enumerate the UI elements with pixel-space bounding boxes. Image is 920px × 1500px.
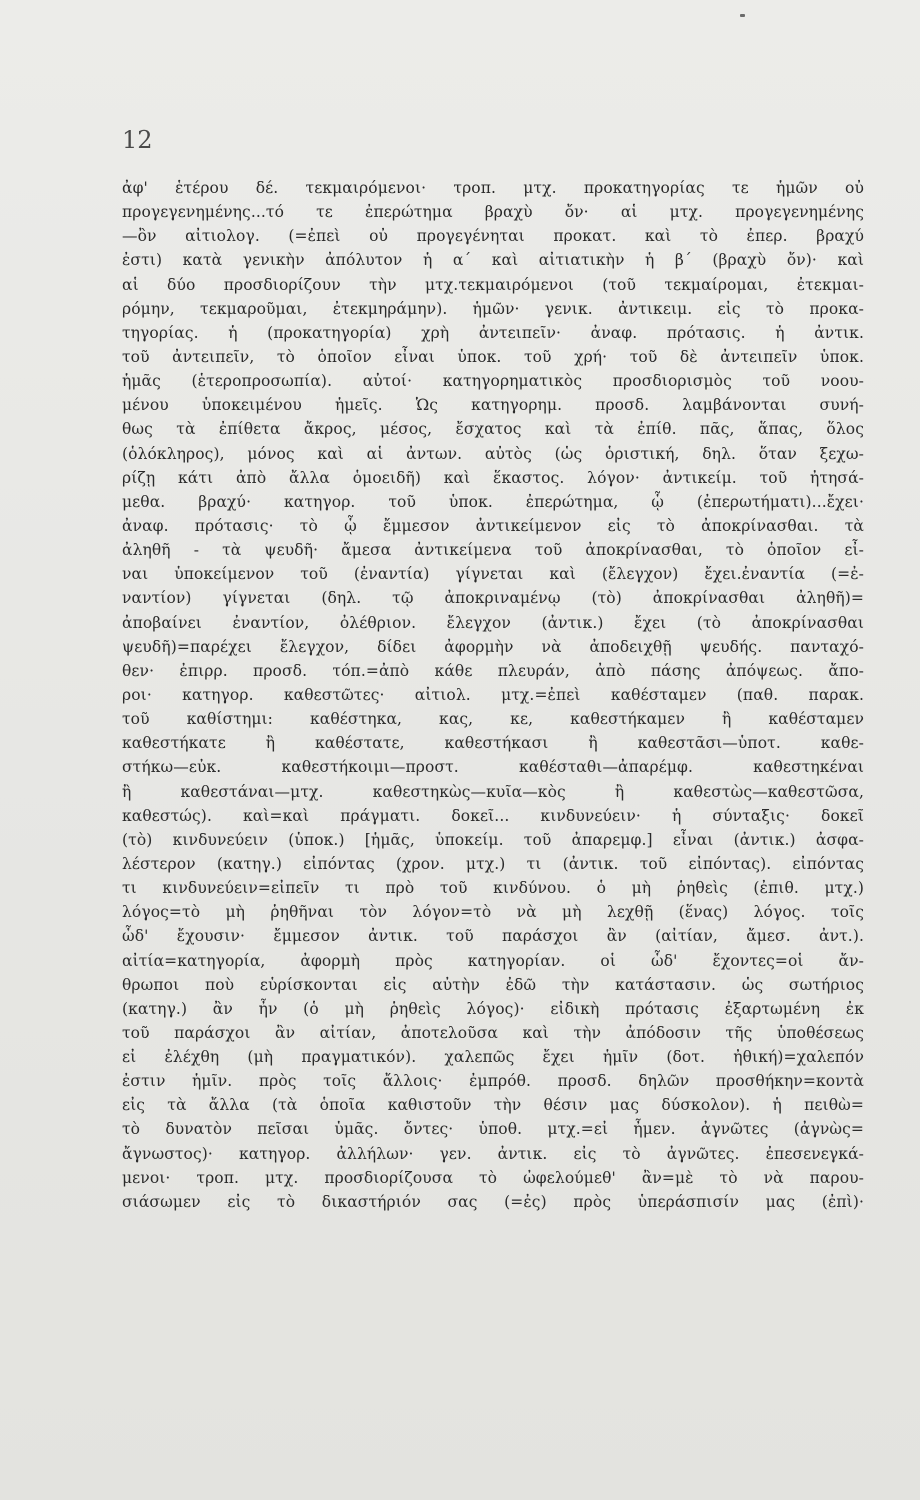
text-line: (κατηγ.) ἂν ἦν (ὁ μὴ ῥηθεὶς λόγος)· εἰδικὴ πρότασις ἐξαρτωμένη ἐκ	[122, 999, 864, 1018]
text-line: ἐστιν ἡμῖν. πρὸς τοῖς ἄλλοις· ἐμπρόθ. προσδ. δηλῶν προσθήκην=κοντὰ	[122, 1072, 864, 1091]
commentary-text	[122, 176, 864, 1214]
text-line: καθεστήκατε ἢ καθέστατε, καθεστήκασι ἢ καθεστᾶσι—ὑποτ. καθε-	[122, 734, 864, 753]
text-line: μενοι· τροπ. μτχ. προσδιορίζουσα τὸ ὠφελούμεθ' ἂν=μὲ τὸ νὰ παρου-	[122, 1168, 864, 1187]
text-line: τοῦ καθίστημι: καθέστηκα, κας, κε, καθεστήκαμεν ἢ καθέσταμεν	[122, 710, 864, 729]
text-line: τὸ δυνατὸν πεῖσαι ὑμᾶς. ὄντες· ὑποθ. μτχ.=εἰ ἦμεν. ἀγνῶτες (ἀγνὼς=	[122, 1120, 864, 1139]
text-line: ἐστι) κατὰ γενικὴν ἀπόλυτον ἡ α΄ καὶ αἰτιατικὴν ἡ β΄ (βραχὺ ὄν)· καὶ	[122, 251, 864, 270]
text-line: τηγορίας. ἡ (προκατηγορία) χρὴ ἀντειπεῖν· ἀναφ. πρότασις. ἡ ἀντικ.	[122, 323, 864, 342]
text-line: αἰτία=κατηγορία, ἀφορμὴ πρὸς κατηγορίαν. οἱ ὧδ' ἔχοντες=οἱ ἄν-	[122, 951, 864, 970]
text-line: μένου ὑποκειμένου ἡμεῖς. Ὡς κατηγορημ. προσδ. λαμβάνονται συνή-	[122, 396, 864, 415]
text-line: μεθα. βραχύ· κατηγορ. τοῦ ὑποκ. ἐπερώτημα, ᾧ (ἐπερωτήματι)...ἔχει·	[122, 492, 864, 511]
text-line: καθεστώς). καὶ=καὶ πράγματι. δοκεῖ... κινδυνεύειν· ἡ σύνταξις· δοκεῖ	[122, 806, 864, 825]
text-line: ὧδ' ἔχουσιν· ἔμμεσον ἀντικ. τοῦ παράσχοι ἂν (αἰτίαν, ἄμεσ. ἀντ.).	[122, 927, 864, 946]
text-line: ἀποβαίνει ἐναντίον, ὀλέθριον. ἔλεγχον (ἀντικ.) ἔχει (τὸ ἀποκρίνασθαι	[122, 613, 864, 632]
text-line: (τὸ) κινδυνεύειν (ὑποκ.) [ἡμᾶς, ὑποκείμ. τοῦ ἀπαρεμφ.] εἶναι (ἀντικ.) ἀσφα-	[122, 830, 864, 849]
text-line: ἢ καθεστάναι—μτχ. καθεστηκὼς—κυῖα—κὸς ἢ καθεστὼς—καθεστῶσα,	[122, 782, 864, 801]
text-line: ἄγνωστος)· κατηγορ. ἀλλήλων· γεν. ἀντικ. εἰς τὸ ἀγνῶτες. ἐπεσενεγκά-	[122, 1144, 864, 1163]
text-line: ἡμᾶς (ἑτεροπροσωπία). αὐτοί· κατηγορηματικὸς προσδιορισμὸς τοῦ νοου-	[122, 372, 864, 391]
text-line: τοῦ παράσχοι ἂν αἰτίαν, ἀποτελοῦσα καὶ τὴν ἀπόδοσιν τῆς ὑποθέσεως	[122, 1023, 864, 1042]
ink-mark	[740, 14, 745, 17]
text-line: ροι· κατηγορ. καθεστῶτες· αἰτιολ. μτχ.=ἐπεὶ καθέσταμεν (παθ. παρακ.	[122, 685, 864, 704]
text-line: τι κινδυνεύειν=εἰπεῖν τι πρὸ τοῦ κινδύνου. ὁ μὴ ῥηθεὶς (ἐπιθ. μτχ.)	[122, 879, 864, 898]
text-line: θρωποι ποὺ εὑρίσκονται εἰς αὐτὴν ἐδῶ τὴν κατάστασιν. ὡς σωτήριος	[122, 975, 864, 994]
text-line: ἀληθῆ - τὰ ψευδῆ· ἄμεσα ἀντικείμενα τοῦ ἀποκρίνασθαι, τὸ ὁποῖον εἶ-	[122, 541, 864, 560]
text-line: λέστερον (κατηγ.) εἰπόντας (χρον. μτχ.) τι (ἀντικ. τοῦ εἰπόντας). εἰπόντας	[122, 854, 864, 873]
text-line: στήκω—εὐκ. καθεστήκοιμι—προστ. καθέσταθι—ἀπαρέμφ. καθεστηκέναι	[122, 758, 864, 777]
text-line: εἰς τὰ ἄλλα (τὰ ὁποῖα καθιστοῦν τὴν θέσιν μας δύσκολον). ἡ πειθὼ=	[122, 1096, 864, 1115]
text-line: ρίζῃ κάτι ἀπὸ ἄλλα ὁμοειδῆ) καὶ ἕκαστος. λόγον· ἀντικείμ. τοῦ ἠτησά-	[122, 468, 864, 487]
text-line: —ὂν αἰτιολογ. (=ἐπεὶ οὐ προγεγένηται προκατ. καὶ τὸ ἐπερ. βραχύ	[122, 227, 864, 246]
text-line: λόγος=τὸ μὴ ῥηθῆναι τὸν λόγον=τὸ νὰ μὴ λεχθῇ (ἕνας) λόγος. τοῖς	[122, 903, 864, 922]
text-line: τοῦ ἀντειπεῖν, τὸ ὁποῖον εἶναι ὑποκ. τοῦ χρή· τοῦ δὲ ἀντειπεῖν ὑποκ.	[122, 347, 864, 366]
text-line: ἀναφ. πρότασις· τὸ ᾧ ἔμμεσον ἀντικείμενον εἰς τὸ ἀποκρίνασθαι. τὰ	[122, 516, 864, 535]
text-line: αἱ δύο προσδιορίζουν τὴν μτχ.τεκμαιρόμενοι (τοῦ τεκμαίρομαι, ἐτεκμαι-	[122, 275, 864, 294]
text-line: θεν· ἐπιρρ. προσδ. τόπ.=ἀπὸ κάθε πλευράν, ἀπὸ πάσης ἀπόψεως. ἄπο-	[122, 661, 864, 680]
text-line: προγεγενημένης...τό τε ἐπερώτημα βραχὺ ὄν· αἱ μτχ. προγεγενημένης	[122, 203, 864, 222]
text-line: εἰ ἐλέχθη (μὴ πραγματικόν). χαλεπῶς ἔχει ἡμῖν (δοτ. ἠθική)=χαλεπόν	[122, 1048, 864, 1067]
text-line: ψευδῆ)=παρέχει ἔλεγχον, δίδει ἀφορμὴν νὰ ἀποδειχθῇ ψευδής. πανταχό-	[122, 637, 864, 656]
page-number: 12	[122, 126, 153, 154]
text-line: σιάσωμεν εἰς τὸ δικαστήριόν σας (=ἐς) πρὸς ὑπεράσπισίν μας (ἐπὶ)·	[122, 1192, 864, 1211]
text-line: ἀφ' ἑτέρου δέ. τεκμαιρόμενοι· τροπ. μτχ. προκατηγορίας τε ἡμῶν οὐ	[122, 179, 864, 197]
text-line: ναι ὑποκείμενον τοῦ (ἐναντία) γίγνεται καὶ (ἔλεγχον) ἔχει.ἐναντία (=ἐ-	[122, 565, 864, 584]
text-line: ρόμην, τεκμαροῦμαι, ἐτεκμηράμην). ἡμῶν· γενικ. ἀντικειμ. εἰς τὸ προκα-	[122, 299, 864, 318]
text-line: ναντίον) γίγνεται (δηλ. τῷ ἀποκριναμένῳ (τὸ) ἀποκρίνασθαι ἀληθῆ)=	[122, 589, 864, 608]
text-line: (ὁλόκληρος), μόνος καὶ αἱ ἀντων. αὐτὸς (ὡς ὁριστική, δηλ. ὅταν ξεχω-	[122, 444, 864, 463]
text-line: θως τὰ ἐπίθετα ἄκρος, μέσος, ἔσχατος καὶ τὰ ἐπίθ. πᾶς, ἅπας, ὅλος	[122, 420, 864, 439]
